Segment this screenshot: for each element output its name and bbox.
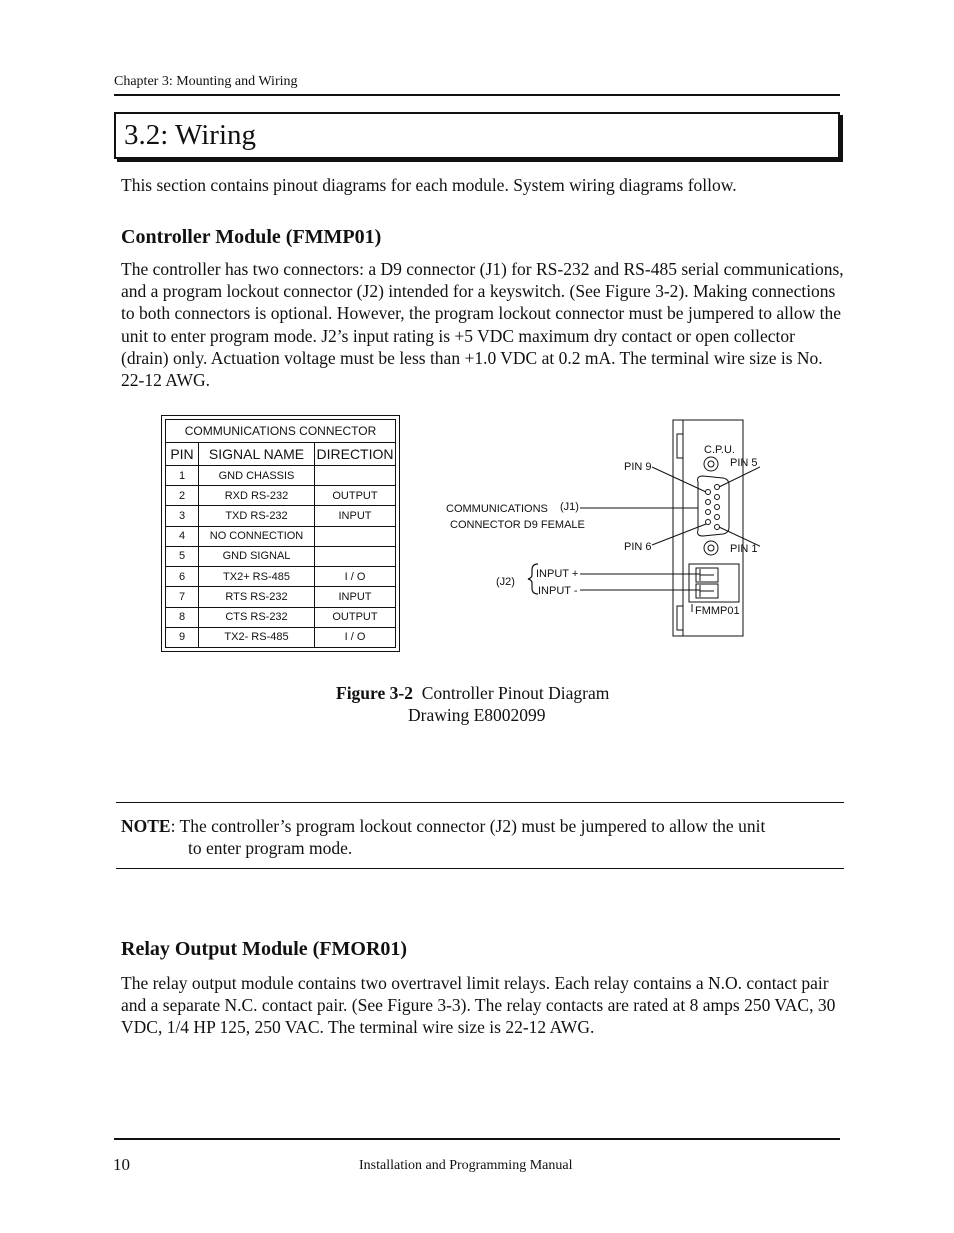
- comm-label-line2: CONNECTOR D9 FEMALE: [450, 519, 585, 531]
- pin-table-caption: COMMUNICATIONS CONNECTOR: [166, 420, 396, 443]
- table-row: [166, 526, 396, 546]
- j2-label: (J2): [496, 576, 515, 588]
- relay-heading: Relay Output Module (FMOR01): [121, 938, 408, 960]
- signal-cell: NO CONNECTION: [199, 526, 315, 546]
- pin-cell: 5: [166, 546, 199, 566]
- figure-drawing-number: Drawing E8002099: [408, 705, 546, 725]
- header-rule: [114, 94, 840, 96]
- comm-label-line1: COMMUNICATIONS: [446, 503, 548, 515]
- direction-cell: [315, 526, 396, 546]
- footer-title: Installation and Programming Manual: [359, 1158, 573, 1173]
- controller-paragraph: The controller has two connectors: a D9 connector (J1) for RS-232 and RS-485 serial communications, and a program lockout connector (J2) intended for a keyswitch. (See Figure 3-2). Making connections to both connectors is optional. However, the program lockout connector must be jumpered to allow the unit to enter program mode. J2’s input rating is +5 VDC maximum dry contact or open collector (drain) only. Actuation voltage must be less than +1.0 VDC at 0.2 mA. The terminal wire size is No. 22-12 AWG.: [121, 259, 844, 391]
- relay-paragraph: The relay output module contains two overtravel limit relays. Each relay contains a N.O. contact pair and a separate N.C. contact pair. (See Figure 3-3). The relay contacts are rated at 8 amps 250 VAC, 30 VDC, 1/4 HP 125, 250 VAC. The terminal wire size is 22-12 AWG.: [121, 973, 836, 1038]
- table-row: [166, 546, 396, 566]
- bottom-screw-icon: [704, 541, 718, 555]
- direction-header: DIRECTION: [315, 443, 396, 466]
- direction-cell: [315, 546, 396, 566]
- section-title: 3.2: Wiring: [124, 119, 257, 151]
- direction-cell: INPUT: [315, 506, 396, 526]
- d9-connector-icon: [698, 476, 729, 536]
- direction-cell: OUTPUT: [315, 486, 396, 506]
- pin-cell: 7: [166, 587, 199, 607]
- note-text: : The controller’s program lockout connector (J2) must be jumpered to allow the unit: [170, 816, 766, 836]
- table-row: [166, 607, 396, 627]
- signal-cell: CTS RS-232: [199, 607, 315, 627]
- signal-cell: TX2- RS-485: [199, 627, 315, 647]
- note-line-2: to enter program mode.: [188, 838, 353, 858]
- direction-cell: I / O: [315, 627, 396, 647]
- pin-cell: 3: [166, 506, 199, 526]
- signal-header: SIGNAL NAME: [199, 443, 315, 466]
- running-head: Chapter 3: Mounting and Wiring: [114, 74, 298, 89]
- j1-label: (J1): [560, 501, 579, 513]
- note-bottom-rule: [116, 868, 844, 869]
- table-row: [166, 587, 396, 607]
- pin-table-frame: [161, 415, 400, 652]
- figure-label: Figure 3-2: [336, 683, 413, 703]
- input-minus-label: INPUT -: [538, 585, 578, 597]
- table-row: [166, 506, 396, 526]
- intro-paragraph: This section contains pinout diagrams for each module. System wiring diagrams follow.: [121, 175, 737, 195]
- pin-cell: 1: [166, 466, 199, 486]
- pin-cell: 9: [166, 627, 199, 647]
- pin-cell: 2: [166, 486, 199, 506]
- signal-cell: TX2+ RS-485: [199, 567, 315, 587]
- pin-header: PIN: [166, 443, 199, 466]
- table-row: [166, 567, 396, 587]
- pin5-label: PIN 5: [730, 457, 758, 469]
- note-top-rule: [116, 802, 844, 803]
- signal-cell: GND CHASSIS: [199, 466, 315, 486]
- direction-cell: OUTPUT: [315, 607, 396, 627]
- footer-rule: [114, 1138, 840, 1140]
- pin-cell: 4: [166, 526, 199, 546]
- bottom-screw-inner: [708, 545, 714, 551]
- pin-table: [165, 419, 396, 648]
- section-title-box: [114, 112, 840, 159]
- pin6-label: PIN 6: [624, 541, 652, 553]
- figure-caption-text: Controller Pinout Diagram: [421, 683, 610, 703]
- signal-cell: RTS RS-232: [199, 587, 315, 607]
- pin1-label: PIN 1: [730, 543, 758, 555]
- note-line-1: [121, 816, 765, 837]
- controller-pinout-diagram: [430, 412, 760, 642]
- page-number: 10: [113, 1155, 130, 1174]
- top-clip: [677, 434, 683, 458]
- table-row: [166, 486, 396, 506]
- pin-cell: 6: [166, 567, 199, 587]
- direction-cell: I / O: [315, 567, 396, 587]
- input-plus-label: INPUT +: [536, 568, 579, 580]
- controller-heading: Controller Module (FMMP01): [121, 226, 382, 248]
- top-screw-inner: [708, 461, 714, 467]
- top-screw-icon: [704, 457, 718, 471]
- module-label: FMMP01: [695, 605, 740, 617]
- figure-caption: [336, 683, 609, 704]
- signal-cell: GND SIGNAL: [199, 546, 315, 566]
- direction-cell: INPUT: [315, 587, 396, 607]
- cpu-label: C.P.U.: [704, 444, 735, 456]
- direction-cell: [315, 466, 396, 486]
- table-row: [166, 466, 396, 486]
- pin9-label: PIN 9: [624, 461, 652, 473]
- signal-cell: TXD RS-232: [199, 506, 315, 526]
- signal-cell: RXD RS-232: [199, 486, 315, 506]
- bottom-clip: [677, 606, 683, 630]
- table-row: [166, 627, 396, 647]
- pin-cell: 8: [166, 607, 199, 627]
- note-label: NOTE: [121, 816, 171, 836]
